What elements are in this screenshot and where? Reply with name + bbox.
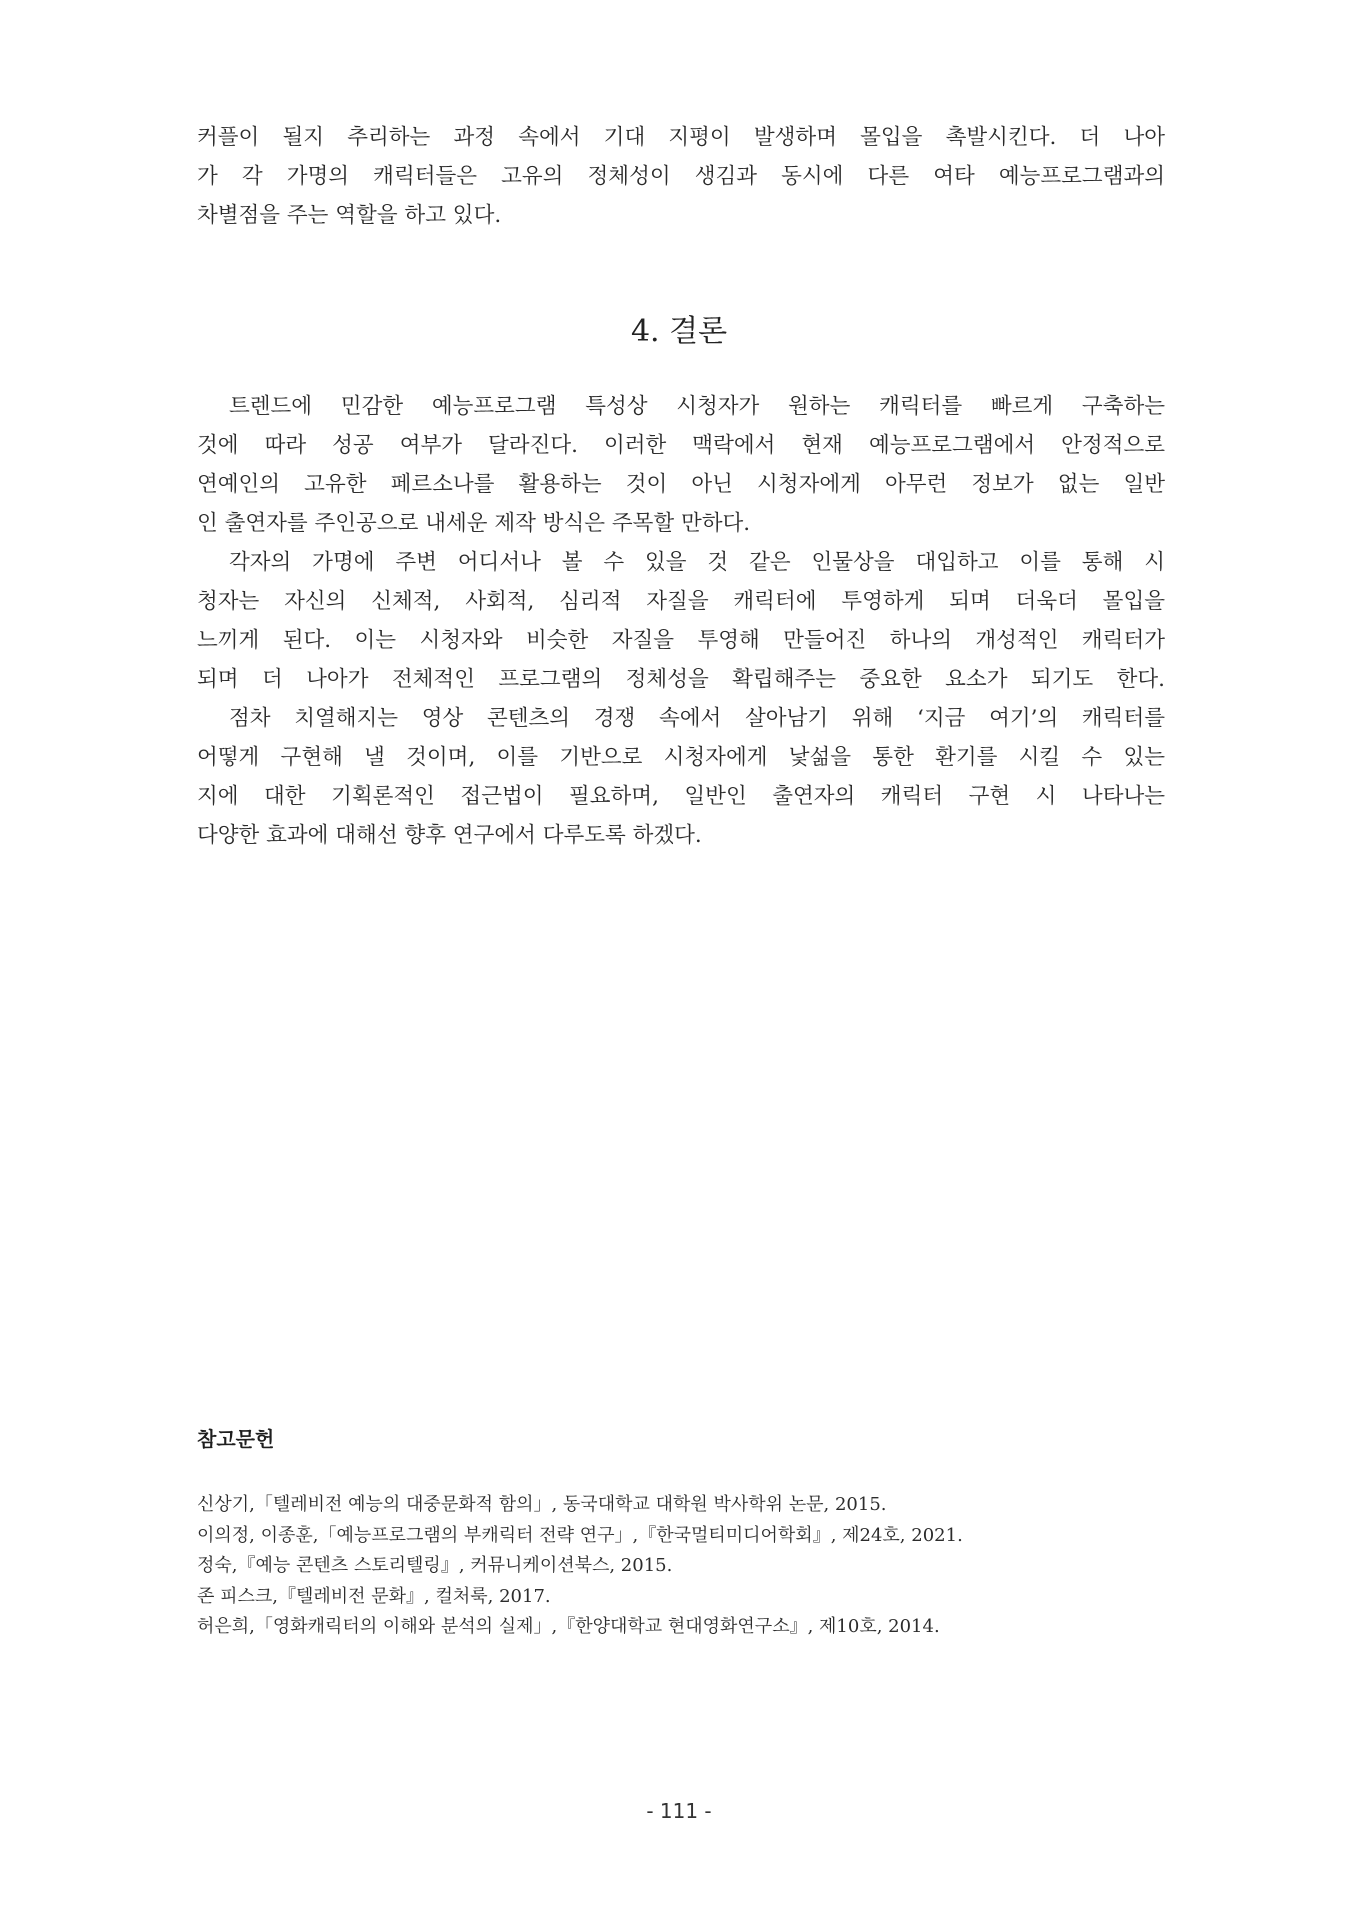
paragraph-line: 연예인의 고유한 페르소나를 활용하는 것이 아닌 시청자에게 아무런 정보가 없는 일반 xyxy=(197,472,1165,497)
conclusion-paragraph-2 xyxy=(197,543,1165,699)
reference-item: 정숙,『예능 콘텐츠 스토리텔링』, 커뮤니케이션북스, 2015. xyxy=(197,1555,673,1576)
intro-paragraph xyxy=(197,118,1165,235)
paragraph-line: 차별점을 주는 역할을 하고 있다. xyxy=(197,203,502,228)
paragraph-line: 되며 더 나아가 전체적인 프로그램의 정체성을 확립해주는 중요한 요소가 되기도 한다. xyxy=(197,667,1165,692)
paragraph-line: 다양한 효과에 대해선 향후 연구에서 다루도록 하겠다. xyxy=(197,823,702,848)
references-list xyxy=(197,1490,1165,1643)
paragraph-line: 커플이 될지 추리하는 과정 속에서 기대 지평이 발생하며 몰입을 촉발시킨다. 더 나아 xyxy=(197,125,1165,150)
paragraph-line: 각자의 가명에 주변 어디서나 볼 수 있을 것 같은 인물상을 대입하고 이를 통해 시 xyxy=(229,550,1165,575)
page-number: - 111 - xyxy=(646,1799,712,1823)
conclusion-paragraph-3 xyxy=(197,699,1165,855)
conclusion-paragraph-1 xyxy=(197,387,1165,543)
paragraph-line: 청자는 자신의 신체적, 사회적, 심리적 자질을 캐릭터에 투영하게 되며 더욱더 몰입을 xyxy=(197,589,1165,614)
reference-item: 허은희,「영화캐릭터의 이해와 분석의 실제」,『한양대학교 현대영화연구소』, 제10호, 2014. xyxy=(197,1616,940,1637)
paragraph-line: 가 각 가명의 캐릭터들은 고유의 정체성이 생김과 동시에 다른 여타 예능프로그램과의 xyxy=(197,164,1165,189)
conclusion-body xyxy=(197,387,1165,855)
references-heading: 참고문헌 xyxy=(197,1427,275,1451)
section-heading: 4. 결론 xyxy=(630,314,728,349)
paragraph-line: 점차 치열해지는 영상 콘텐츠의 경쟁 속에서 살아남기 위해 ‘지금 여기’의 캐릭터를 xyxy=(229,706,1165,731)
paragraph-line: 어떻게 구현해 낼 것이며, 이를 기반으로 시청자에게 낯섦을 통한 환기를 시킬 수 있는 xyxy=(197,745,1165,770)
paragraph-line: 트렌드에 민감한 예능프로그램 특성상 시청자가 원하는 캐릭터를 빠르게 구축하는 xyxy=(229,394,1165,419)
paragraph-line: 것에 따라 성공 여부가 달라진다. 이러한 맥락에서 현재 예능프로그램에서 안정적으로 xyxy=(197,433,1165,458)
paragraph-line: 지에 대한 기획론적인 접근법이 필요하며, 일반인 출연자의 캐릭터 구현 시 나타나는 xyxy=(197,784,1165,809)
reference-item: 이의정, 이종훈,「예능프로그램의 부캐릭터 전략 연구」,『한국멀티미디어학회』, 제24호, 2021. xyxy=(197,1524,963,1546)
paragraph-line: 느끼게 된다. 이는 시청자와 비슷한 자질을 투영해 만들어진 하나의 개성적인 캐릭터가 xyxy=(197,628,1165,653)
reference-item: 신상기,「텔레비전 예능의 대중문화적 함의」, 동국대학교 대학원 박사학위 논문, 2015. xyxy=(197,1494,887,1515)
paragraph-line: 인 출연자를 주인공으로 내세운 제작 방식은 주목할 만하다. xyxy=(197,511,751,536)
reference-item: 존 피스크,『텔레비전 문화』, 컬처룩, 2017. xyxy=(197,1585,551,1607)
